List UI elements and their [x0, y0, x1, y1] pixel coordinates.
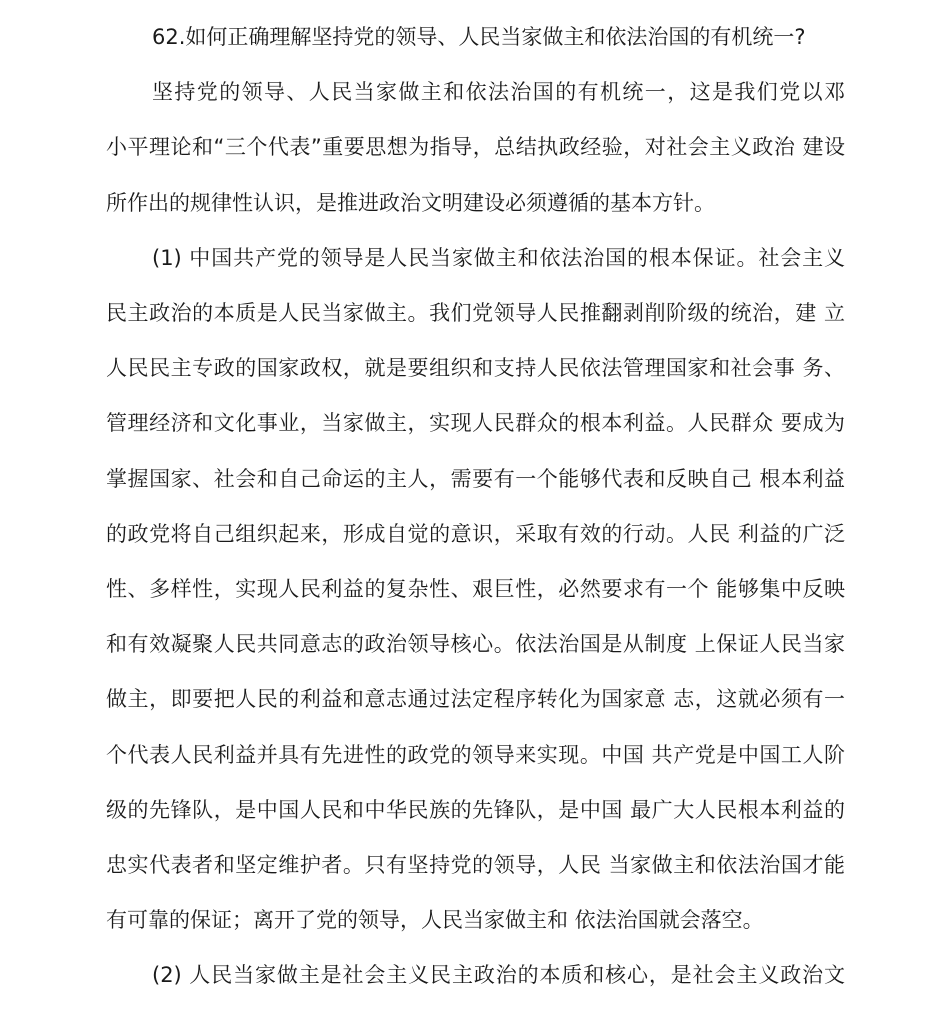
- paragraph-line: 掌握国家、社会和自己命运的主人，需要有一个能够代表和反映自己 根本利益: [106, 466, 845, 491]
- paragraph-line: 性、多样性，实现人民利益的复杂性、艰巨性，必然要求有一个 能够集中反映: [106, 577, 845, 602]
- paragraph-3: [106, 948, 845, 1003]
- paragraph-line: 民主政治的本质是人民当家做主。我们党领导人民推翻剥削阶级的统治，建 立: [106, 301, 845, 326]
- paragraph-line: 的政党将自己组织起来，形成自觉的意识，采取有效的行动。人民 利益的广泛: [106, 521, 845, 546]
- paragraph-line: 小平理论和“三个代表”重要思想为指导，总结执政经验，对社会主义政治 建设: [106, 135, 845, 160]
- paragraph-line: 级的先锋队，是中国人民和中华民族的先锋队，是中国 最广大人民根本利益的: [106, 797, 845, 822]
- paragraph-line: (1) 中国共产党的领导是人民当家做主和依法治国的根本保证。社会主义: [152, 245, 845, 270]
- document-page: [106, 10, 845, 1004]
- paragraph-line: 忠实代表者和坚定维护者。只有坚持党的领导，人民 当家做主和依法治国才能: [106, 853, 845, 878]
- question-heading: 62.如何正确理解坚持党的领导、人民当家做主和依法治国的有机统一?: [152, 25, 806, 49]
- paragraph-line: 和有效凝聚人民共同意志的政治领导核心。依法治国是从制度 上保证人民当家: [106, 632, 845, 657]
- paragraph-line: 有可靠的保证；离开了党的领导，人民当家做主和 依法治国就会落空。: [106, 908, 764, 933]
- paragraph-line: 管理经济和文化事业，当家做主，实现人民群众的根本利益。人民群众 要成为: [106, 411, 845, 436]
- paragraph-1: [106, 65, 845, 231]
- paragraph-line: 人民民主专政的国家政权，就是要组织和支持人民依法管理国家和社会事 务、: [106, 356, 845, 381]
- paragraph-line: (2) 人民当家做主是社会主义民主政治的本质和核心，是社会主义政治文: [152, 963, 845, 988]
- paragraph-line: 坚持党的领导、人民当家做主和依法治国的有机统一，这是我们党以邓: [152, 80, 845, 105]
- paragraph-line: 所作出的规律性认识，是推进政治文明建设必须遵循的基本方针。: [106, 190, 715, 215]
- paragraph-2: [106, 231, 845, 949]
- paragraph-line: 做主，即要把人民的利益和意志通过法定程序转化为国家意 志，这就必须有一: [106, 687, 845, 712]
- paragraph-line: 个代表人民利益并具有先进性的政党的领导来实现。中国 共产党是中国工人阶: [106, 742, 845, 767]
